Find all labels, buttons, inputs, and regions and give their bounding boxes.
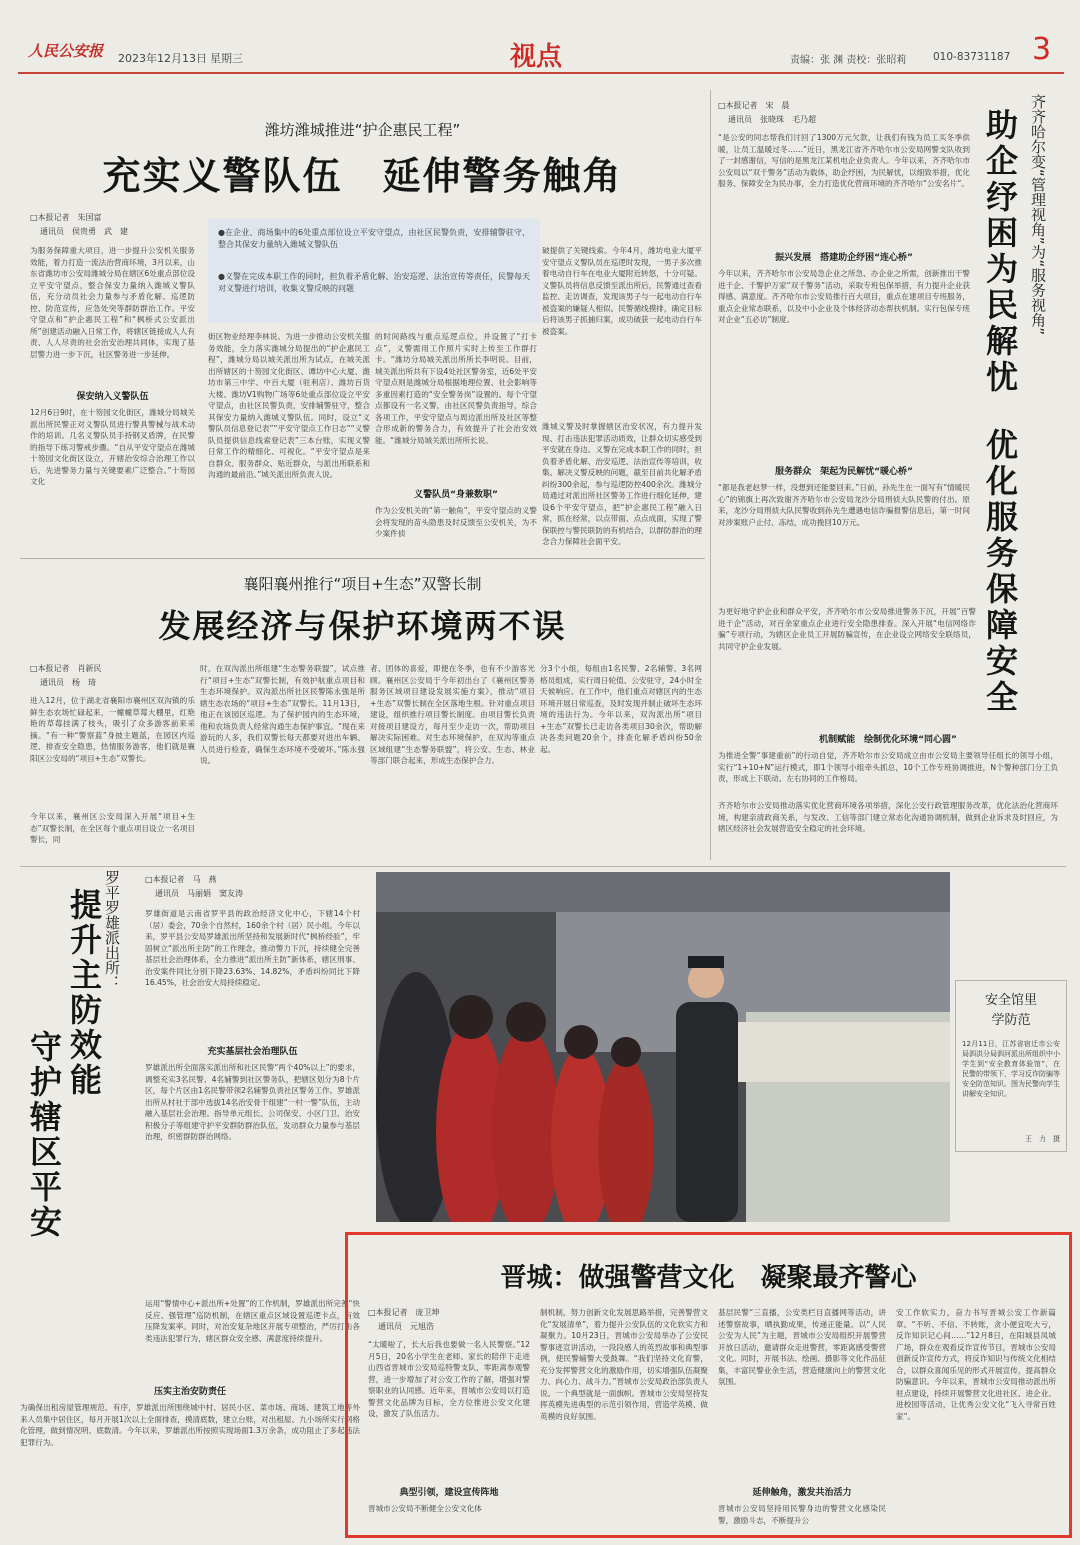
article-paragraph: 为服务保障重大项目，进一步提升公安机关服务效能，着力打造一流法治营商环境，3月以来，山东省潍坊市公安局潍城分局在辖区6处重点部位设立平安守望点，整合保安力量纳入潍城义警队伍，充分动员社会力量参与矛盾化解、巡逻防控、防范宣传，应急处突等群防群治工作。平安守望点和“护企惠民工程”和“枫桥式公安派出所”创建活动融入日常工作，将辖区链接成人人有责、人人尽责的社会治安治理共同体，实现了基层警力进一步下沉，社区警务进一步延伸。 (30, 246, 195, 359)
article-headline: 提升主防效能 (65, 888, 103, 1098)
news-photo (376, 872, 950, 1222)
divider (710, 90, 711, 860)
masthead-logo: 人民公安报 (28, 42, 104, 60)
article-paragraph: 为更好地守护企业和群众平安，齐齐哈尔市公安局推进警务下沉，开展“百警进千企”活动，对百余家重点企业进行安全隐患排查。深入开展“电信网络诈骗”专项行动，为辖区企业员工开展防骗宣传，在企业设立网络安全联络员，共同守护企业发展。 (718, 607, 976, 651)
article-subhead: 延伸触角，激发共治活力 (752, 1488, 852, 1498)
article-subhead: 保安纳入义警队伍 (76, 392, 149, 402)
photo-box-title: 安全馆里 (984, 993, 1037, 1008)
article-paragraph: 晋城市公安局坚持用民警身边的警营文化感染民警，激励斗志，不断提升公 (718, 1504, 886, 1525)
byline-correspondent: 通讯员 马丽娟 窦友涛 (155, 889, 243, 898)
article-paragraph: 罗雄街道是云南省罗平县的政治经济文化中心，下辖14个村（居）委会，70余个自然村，160余个村（居）民小组。今年以来，罗平县公安局罗雄派出所坚持和发展新时代“枫桥经验”，牢固树立“派出所主防”的工作理念，推动警力下沉，持续健全完善基层社会治理体系，全力推进“派出所主防”新体系，辖区刑事、治安案件同比分别下降23.63%、14.82%，矛盾纠纷同比下降16.45%，社会治安大局持续稳定。 (145, 909, 360, 987)
article-paragraph: 分3个小组，每组由1名民警、2名辅警、3名网格员组成，实行周日轮值、公安驻守，24小时全天候响应。在工作中，他们重点对辖区内的生态环境开展日常巡查，及时发现并制止破坏生态环境的违法行为。今年以来，双沟派出所“项目+生态”双警长已走访各类项目30余次，帮助解决各类问题20余个，排查化解矛盾纠纷50余起。 (540, 664, 702, 754)
byline-reporter: □本报记者 庞卫坤 (368, 1308, 440, 1317)
article-headline: 发展经济与保护环境两不误 (158, 607, 567, 645)
article-headline: 充实义警队伍 延伸警务触角 (102, 153, 623, 198)
article-paragraph: 晋城市公安局不断健全公安文化体 (368, 1504, 482, 1513)
article-paragraph: 制机制，努力创新文化发展思路举措，完善警营文化“发展清单”，着力提升公安队伍的文化软实力和凝聚力。10月23日，晋城市公安局举办了公安民警事迹宣讲活动，一段段感人的英烈故事和典型事例，使民警辅警大受鼓舞。“我们坚持文化育警，充分发挥警营文化的激励作用，切实增强队伍凝聚力、向心力、战斗力。”晋城市公安局政治部负责人说。一个典型就是一面旗帜。晋城市公安局坚持发挥英模先进典型的示范引领作用，营造学英模、做英模的良好氛围。 (540, 1308, 708, 1421)
pullquote: ●在企业、商场集中的6处重点部位设立平安守望点，由社区民警负责，安排辅警驻守，整合其保安力量纳入潍城义警队伍 (218, 228, 530, 249)
masthead-weekday: 星期三 (210, 52, 243, 65)
divider (20, 866, 1066, 867)
photo-caption-box (955, 980, 1067, 1152)
article-headline: 守护辖区平安 (25, 1030, 63, 1240)
photo-caption: 12月11日，江苏省宿迁市公安局泗洪分局泗河派出所组织中小学生到“安全教育体验馆”，在民警的带领下，学习反诈防骗等安全防范知识。图为民警向学生讲解安全知识。 (962, 1040, 1060, 1098)
article-subhead: 服务群众 架起为民解忧“暖心桥” (775, 467, 913, 477)
article-subhead: 义警队员“身兼数职” (414, 490, 498, 500)
article-jincheng (345, 1232, 1072, 1538)
byline-reporter: □本报记者 朱国富 (30, 213, 102, 222)
article-qiqihar (712, 88, 1067, 868)
article-subhead: 机制赋能 绘制优化环境“同心圆” (819, 735, 957, 745)
photo-scene (376, 872, 950, 1222)
article-paragraph: 破提供了关键线索。今年4月，潍坊电业大厦平安守望点义警队员在巡逻时发现，一男子多次推着电动自行车在电业大厦附近转悠，十分可疑。义警队员将信息反馈至派出所后，民警通过查看监控、走访调查，发现该男子与一起电动自行车被盗案的嫌疑人相似。民警循线摸排，确定目标后将该男子抓捕归案，成功破获一起电动自行车被盗案。 (542, 246, 702, 336)
article-paragraph: 今年以来，襄州区公安局深入开展“项目+生态”双警长制，在全区每个重点项目设立一名项目警长，同 (30, 812, 195, 844)
masthead-rule (18, 72, 1064, 74)
article-headline: 晋城：做强警营文化 凝聚最齐警心 (500, 1263, 917, 1293)
article-paragraph: 基层民警“三直播，公安类栏目直播网等活动，讲述警察故事，晒执勤成果，传递正能量。以“人民公安为人民”为主题，晋城市公安局组织开展警营开放日活动，邀请群众走进警营，零距离感受警营文化。同时，开展书法、绘画、摄影等文化作品征集，丰富民警业余生活，营造健康向上的警营文化氛围。 (718, 1308, 886, 1386)
article-headline: 优化服务保障安全 (981, 428, 1019, 716)
article-kicker: 齐齐哈尔变“管理视角”为“服务视角” (1029, 94, 1047, 336)
article-kicker: 罗平罗雄派出所： (103, 870, 121, 990)
article-headline: 助企纾困为民解忧 (981, 108, 1019, 396)
byline-reporter: □本报记者 马 燕 (145, 875, 217, 884)
masthead-phone: 010-83731187 (933, 51, 1011, 63)
article-subhead: 典型引领，建设宣传阵地 (399, 1488, 499, 1498)
article-paragraph: 的时间路线与重点巡逻点位，并设置了“打卡点”，义警需用工作照片实时上传至工作群打卡。“潍坊分局城关派出所所长李明说。目前，城关派出所共有下设4处社区警务室，近6处平安守望点则是潍城分局根据地理位置、社会影响等多重因素打造的“安全警务岗”设置的。每个守望点都设有一名义警，由社区民警负责指导，综合各项工作，平安守望点与周边派出所及社区等整合形成新的警务合力，有效提升了社会治安效能。“潍城分局城关派出所所长说。 (375, 332, 537, 445)
article-subhead: 充实基层社会治理队伍 (207, 1047, 298, 1057)
article-paragraph: “都是我老赵梦一样，没想到还能要回来。”日前，孙先生在一面写有“情暖民心”的锦旗上再次致谢齐齐哈尔市公安局龙沙分局刑侦大队民警的付出。原来，龙沙分局刑侦大队民警收到孙先生遭遇电信诈骗报警信息后，第一时间对涉案账户止付、冻结，成功挽回10万元。 (718, 483, 970, 527)
article-subhead: 压实主治安防责任 (153, 1387, 226, 1397)
article-luoping (20, 870, 365, 1530)
byline-correspondent: 通讯员 张晓珠 毛乃超 (728, 115, 816, 124)
article-paragraph: “是公安的同志帮我们讨回了1300万元欠款，让我们有钱为员工买冬季供暖，让员工温暖过冬……”近日，黑龙江省齐齐哈尔市公安局网警支队收到了一封感谢信，写信的是黑龙江某机电企业负责人。今年以来，齐齐哈尔市公安局以“双千警务”活动为载体，助企纾困，为民解忧，以细致举措，优化服务、保障安全为民办事，全力打造优化营商环境的齐齐哈尔“公安名片”。 (718, 133, 970, 188)
article-paragraph: 作为公安机关的“第一触角”，平安守望点的义警会将发现的苗头隐患及时反馈至公安机关，为不少案件侦 (375, 506, 537, 538)
byline-correspondent: 通讯员 元旭浩 (378, 1322, 434, 1331)
masthead-editors: 责编：张 渊 责校：张昭莉 (790, 55, 907, 66)
article-paragraph: 街区物业经理李林说。为进一步推动公安机关服务效能，全力落实潍城分局提出的“护企惠民工程”，潍城分局以城关派出所为试点，在城关派出所辖区的十笏园文化街区、谭坊中心大厦、潍坊市第三中学、中百大厦（驻利店）、潍坊百货大楼、潍坊V1购物广场等6处重点部位设立平安守望点，由社区民警负责，安排辅警驻守，整合其保安力量纳入潍城义警队伍。同时，设立“义警队员信息登记表”“平安守望点工作日志”“义警队员提供信息线索登记表”三本台账，实现义警日常工作的精细化、可视化。“平安守望点是来自群众、服务群众、贴近群众，与派出所联系和沟通的最前沿。”城关派出所负责人说。 (208, 332, 370, 479)
article-paragraph: 齐齐哈尔市公安局推动落实优化营商环境各项举措，深化公安行政管理服务改革，优化法治化营商环境，构建亲清政商关系，与发改、工信等部门建立常态化沟通协调机制，做到企业诉求及时回应，为辖区经济社会发展营造安全稳定的社会环境。 (718, 801, 1058, 833)
byline-reporter: □本报记者 宋 晨 (718, 101, 790, 110)
article-paragraph: 为推进全警“事建重前”的行动自觉，齐齐哈尔市公安局成立由市公安局主要领导任组长的领导小组，实行“1+10+N”运行模式，即1个领导小组牵头抓总，10个工作专班协调推进，N个警种部门分工负责，形成上下联动、左右协同的工作格局。 (718, 751, 1058, 783)
article-paragraph: 罗雄派出所全面落实派出所和社区民警“两个40%以上”的要求，调整充实3名民警、4名辅警到社区警务队，把辖区划分为8个片区，每个片区由1名民警带领2名辅警负责社区警务工作。罗雄派出所从村社干部中选拔14名治安骨干组建“一村一警”队伍，主动融入基层社会治理。指导单元组长、公司保安、小区门卫、治安积极分子等组建守护平安群防群治队伍，发动群众力量参与基层治理，织密群防群治网络。 (145, 1063, 360, 1141)
article-xiangyang (20, 565, 705, 865)
masthead-date: 2023年12月13日 (118, 52, 207, 65)
article-kicker: 潍坊潍城推进“护企惠民工程” (264, 121, 461, 139)
article-kicker: 襄阳襄州推行“项目+生态”双警长制 (243, 575, 482, 593)
article-paragraph: 安工作软实力，奋力书写晋城公安工作新篇章。“不听、不信、不转账，贪小便宜吃大亏，反诈知识记心间……”12月8日，在阳城县凤城广场，群众在观看反诈宣传节目，晋城市公安局创新反诈宣传方式，将反诈知识与传统文化相结合，以群众喜闻乐见的形式开展宣传，提高群众防骗意识。今年以来，晋城市公安局推动派出所驻点建设，持续开展警营文化进社区、进企业、进校园等活动，让优秀公安文化“飞入寻常百姓家”。 (896, 1308, 1056, 1421)
byline-reporter: □本报记者 肖新民 (30, 664, 102, 673)
article-paragraph: 时，在双沟派出所组建“生态警务联盟”，试点推行“项目+生态”双警长制，有效护航重点项目和生态环境保护。双沟派出所社区民警陈永强是所辖生态农场的“项目+生态”双警长。11月13日，他正在该园区巡逻。为了保护园内的生态环境，他和农场负责人经常沟通生态保护事宜。“现在来游玩的人多，我们双警长每天都要对进出车辆、人员进行检查，确保生态环境不受破坏。”陈永强说。 (200, 664, 365, 765)
article-paragraph: 12月6日9时，在十笏园文化街区，潍城分局城关派出所民警正对义警队员进行警具警械与战术动作的培训。几名义警队员手持钢叉盾牌，在民警的指导下练习警戒步骤。“自从平安守望点在潍城十笏园文化街区设立，开辖治安综合治理工作以后，先进警务力量与关键要素广泛整合。”十笏园文化 (30, 408, 195, 486)
article-paragraph: 潍城义警及时掌握辖区治安状况，有力提升发现、打击违法犯罪活动质效，让群众切实感受到平安就在身边。义警在完成本职工作的同时，担负着矛盾化解、治安巡逻、法治宣传等培训，收集、解决义警反映的问题，截至目前共化解矛盾纠纷300余起，参与巡逻防控400余次。潍城分局通过对派出所社区警务工作进行细化延伸，建设6个平安守望点，把“护企惠民工程”融入日常，抓在经常，以点带面、点点成面，实现了警保联控与警民联防的有机结合，以群防群治的理念合力保障社会面平安。 (542, 422, 702, 545)
photo-box-title: 学防范 (991, 1013, 1031, 1028)
page-number: 3 (1032, 32, 1052, 67)
pullquote-box (208, 219, 540, 323)
article-paragraph: 今年以来，齐齐哈尔市公安局急企业之所急、办企业之所需，创新推出干警进千企、千警护万家“双千警务”活动，采取专班包保举措，有力提升企业获得感、满意度。齐齐哈尔市公安局推行百大项目，重点在建项目专班服务，重点企业常态联系，以及中小企业及个体经济动态帮扶机制。实行包保专班对企业“五必访”制度。 (718, 269, 970, 324)
divider (20, 558, 705, 559)
article-paragraph: 者、团体的喜爱，即便在冬季，也有不少游客光顾。襄州区公安局于今年初出台了《襄州区警务服务区域项目建设发展实施方案》，推动“项目+生态”双警长制在全区落地生根。针对重点项目建设，组织推行项目警长制度。由项目警长负责对接项目建设方，每月至少走访一次，帮助项目解决实际困难。对生态环境保护，在双沟等重点区域组建“生态警务联盟”，将公安、生态、林业等部门联合起来，形成生态保护合力。 (370, 664, 535, 765)
byline-correspondent: 通讯员 杨 琦 (40, 678, 96, 687)
article-paragraph: 为确保出租房屋管理规范、有序，罗雄派出所围绕城中村、居民小区、菜市场、商场、建筑工地等外来人员集中居住区，每月开展1次以上全面排查，摸清底数，建立台账，对出租屋、九小场所实行网格化管理，做到情况明、底数清。今年以来，罗雄派出所按照实现场面1.3万余条，成功阻止了多起违法犯罪行为。 (20, 1403, 360, 1447)
article-paragraph: 运用“警情中心+派出所+处置”的工作机制，罗雄派出所完善“快反应、强管理”巡防机制，在辖区重点区域设置巡逻卡点，有效压降发案率。同时，对治安复杂地区开展专项整治，严厉打击各类违法犯罪行为，辖区群众安全感、满意度持续提升。 (145, 1299, 360, 1343)
article-paragraph: “太暖啦了，长大后我也要做一名人民警察。”12月5日，20名小学生在老师、家长的陪伴下走进山西省晋城市公安局巡特警支队，零距离参观警营，进一步增加了对公安工作的了解，增强对警察职业的认同感。近年来，晋城市公安局以打造警营文化品牌为目标，全方位推进公安文化建设，激发了队伍活力。 (368, 1340, 530, 1418)
article-subhead: 振兴发展 搭建助企纾困“连心桥” (775, 253, 913, 263)
pullquote: ●义警在完成本职工作的同时，担负着矛盾化解、治安巡逻、法治宣传等责任，民警每天对义警进行培训，收集义警反映的问题 (218, 272, 530, 293)
photo-credit: 王 力 摄 (1025, 1135, 1060, 1143)
article-weifang (20, 85, 705, 550)
masthead (0, 0, 1080, 78)
byline-correspondent: 通讯员 侯贵勇 武 建 (40, 227, 128, 236)
article-paragraph: 进入12月，位于湖北省襄阳市襄州区双沟镇的乐鲜生态农场忙碌起来，一幢幢草莓大棚里，红艳艳的草莓挂满了枝头，吸引了众多游客前来采摘。“有一种“警察蓝”身披主题蓝，在园区内巡逻、排查安全隐患，热情服务游客，他们就是襄阳区公安局的“项目+生态”双警长。 (30, 696, 195, 763)
section-title: 视点 (510, 42, 563, 72)
